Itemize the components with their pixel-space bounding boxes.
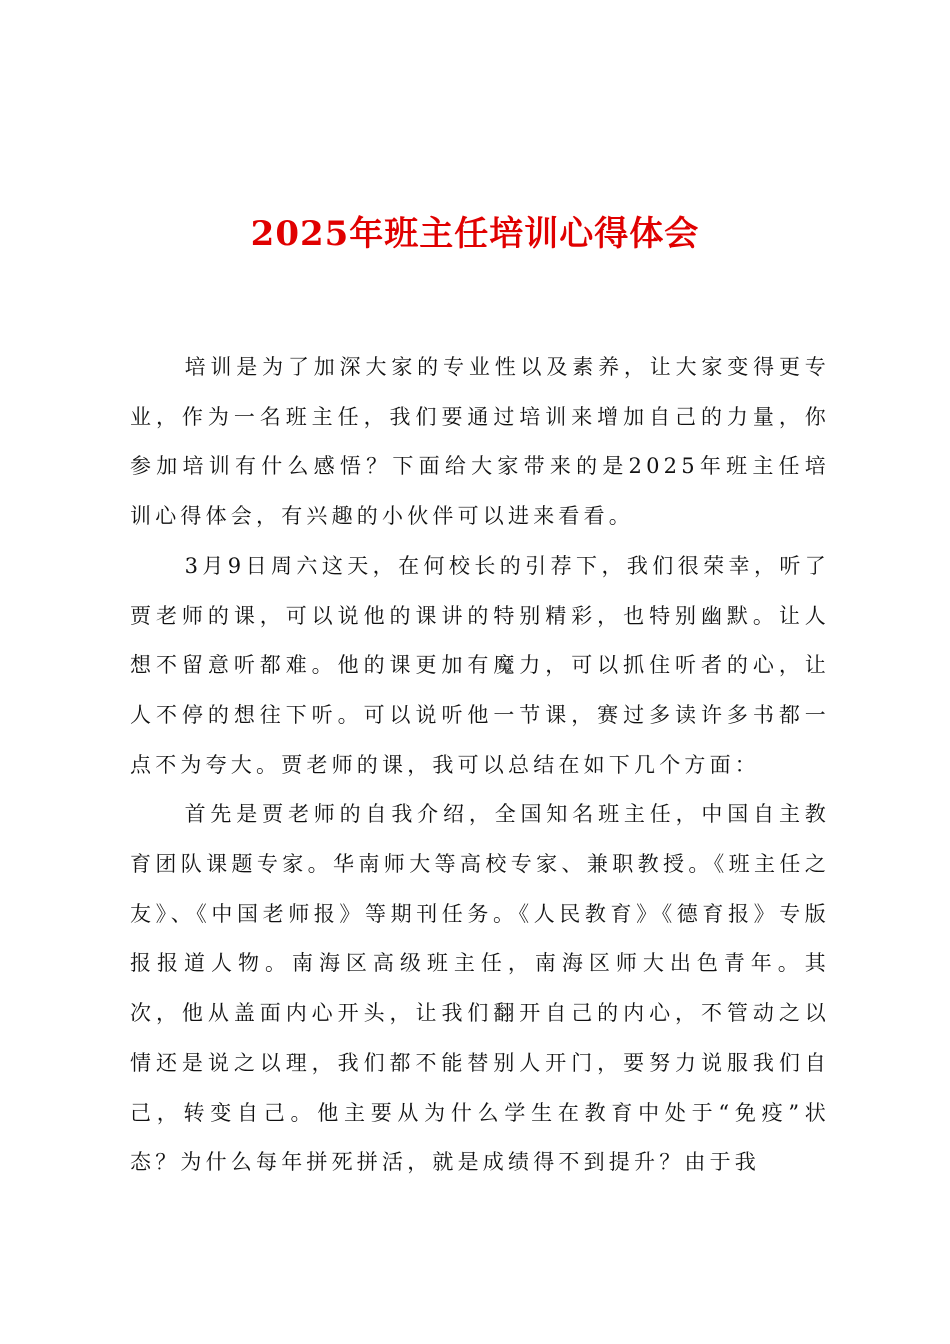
paragraph-introduction-of-teacher: 首先是贾老师的自我介绍，全国知名班主任，中国自主教育团队课题专家。华南师大等高校专家、兼职教授。《班主任之友》、《中国老师报》等期刊任务。《人民教育》《德育报》专版报报道人物。南海区高级班主任，南海区师大出色青年。其次，他从盖面内心开头，让我们翻开自己的内心，不管动之以情还是说之以理，我们都不能替别人开门，要努力说服我们自己，转变自己。他主要从为什么学生在教育中处于“免疫”状态？为什么每年拼死拼活，就是成绩得不到提升？由于我 xyxy=(130,802,830,1175)
document-body xyxy=(130,343,830,1188)
paragraph-lecture: 3月9日周六这天，在何校长的引荐下，我们很荣幸，听了贾老师的课，可以说他的课讲的特别精彩，也特别幽默。让人想不留意听都难。他的课更加有魔力，可以抓住听者的心，让人不停的想往下听。可以说听他一节课，赛过多读许多书都一点不为夸大。贾老师的课，我可以总结在如下几个方面： xyxy=(130,553,830,777)
document-title: 2025年班主任培训心得体会 xyxy=(250,214,700,254)
paragraph-intro: 培训是为了加深大家的专业性以及素养，让大家变得更专业，作为一名班主任，我们要通过培训来增加自己的力量，你参加培训有什么感悟？下面给大家带来的是2025年班主任培训心得体会，有兴趣的小伙伴可以进来看看。 xyxy=(130,355,830,529)
